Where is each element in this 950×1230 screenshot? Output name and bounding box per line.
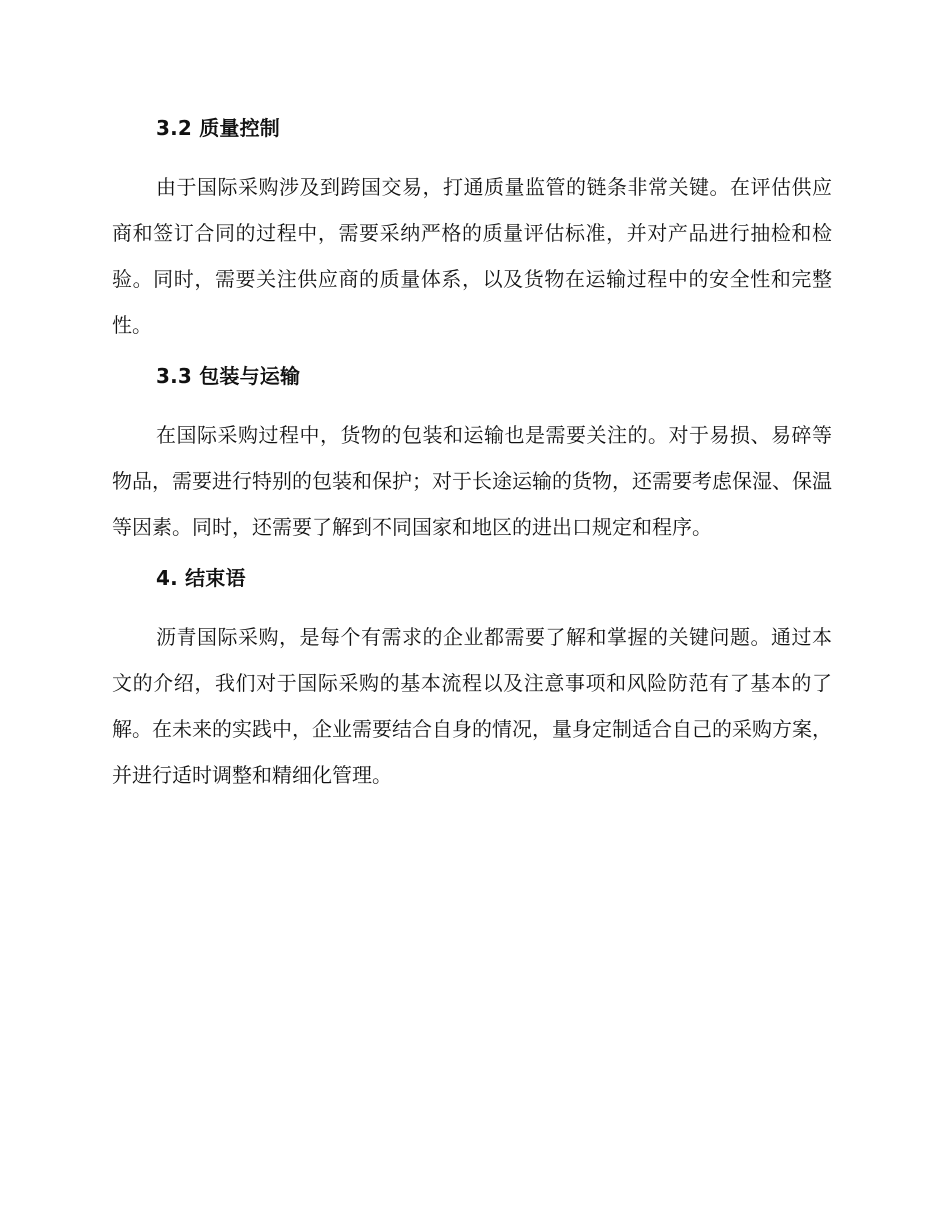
section-heading-conclusion: 4. 结束语 bbox=[156, 566, 246, 590]
section-paragraph-conclusion: 沥青国际采购，是每个有需求的企业都需要了解和掌握的关键问题。通过本文的介绍，我们对于国际采购的基本流程以及注意事项和风险防范有了基本的了解。在未来的实践中，企业需要结合自身的情况，量身定制适合自己的采购方案，并进行适时调整和精细化管理。 bbox=[112, 625, 832, 787]
document-body bbox=[112, 108, 832, 798]
section-paragraph-quality-control: 由于国际采购涉及到跨国交易，打通质量监管的链条非常关键。在评估供应商和签订合同的过程中，需要采纳严格的质量评估标准，并对产品进行抽检和检验。同时，需要关注供应商的质量体系，以及货物在运输过程中的安全性和完整性。 bbox=[112, 175, 832, 337]
section-heading-packaging-transport: 3.3 包装与运输 bbox=[156, 364, 301, 388]
section-heading-quality-control: 3.2 质量控制 bbox=[156, 116, 280, 140]
section-paragraph-packaging-transport: 在国际采购过程中，货物的包装和运输也是需要关注的。对于易损、易碎等物品，需要进行特别的包装和保护；对于长途运输的货物，还需要考虑保湿、保温等因素。同时，还需要了解到不同国家和地区的进出口规定和程序。 bbox=[112, 423, 832, 539]
